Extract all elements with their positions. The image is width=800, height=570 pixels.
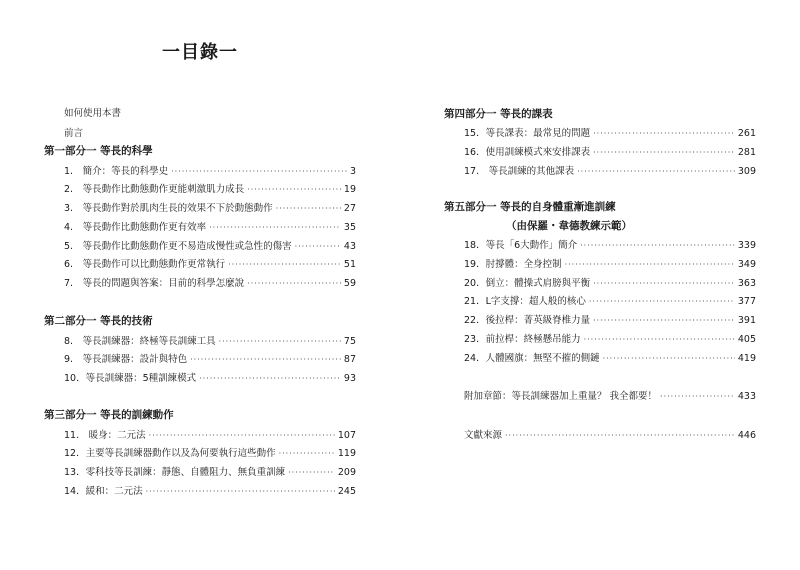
toc-entry-label: 附加章節：等長訓練器加上重量？ 我全都要！	[464, 391, 658, 402]
toc-entry-page: 339	[737, 240, 756, 251]
dot-leader	[295, 242, 341, 251]
toc-entry-page: 261	[737, 128, 756, 139]
toc-entry-label: 4. 等長動作比動態動作更有效率	[64, 222, 207, 233]
dot-leader	[593, 279, 735, 288]
toc-entry-page: 433	[737, 391, 756, 402]
dot-leader	[593, 129, 735, 138]
toc-entry-label: 8. 等長訓練器：終極等長訓練工具	[64, 336, 216, 347]
toc-entry[interactable]	[64, 219, 356, 233]
toc-entry-label: 13．零科技等長訓練：靜態、自體阻力、無負重訓練	[64, 467, 286, 478]
toc-entry-page: 446	[737, 430, 756, 441]
dot-leader	[146, 487, 335, 496]
toc-entry-label: 12．主要等長訓練器動作以及為何要執行這些動作	[64, 448, 276, 459]
toc-entry[interactable]	[64, 483, 356, 497]
toc-part-subheading: （由保羅・韋德教練示範）	[506, 220, 632, 232]
dot-leader	[247, 185, 341, 194]
toc-entry[interactable]	[64, 370, 356, 384]
dot-leader	[603, 354, 735, 363]
toc-entry-page: 35	[343, 222, 356, 233]
toc-entry-label: 文獻來源	[464, 430, 503, 441]
toc-entry[interactable]	[464, 275, 756, 289]
toc-entry-label: 18．等長「6大動作」簡介	[464, 240, 578, 251]
toc-entry-label: 17. 等長訓練的其他課表	[464, 166, 575, 177]
dot-leader	[219, 337, 341, 346]
toc-entry[interactable]	[64, 256, 356, 270]
toc-entry-page: 363	[737, 278, 756, 289]
toc-entry-label: 1. 簡介：等長的科學史	[64, 166, 169, 177]
toc-entry-page: 51	[343, 259, 356, 270]
toc-entry[interactable]	[464, 163, 756, 177]
toc-entry[interactable]	[64, 163, 356, 177]
toc-part-heading: 第二部分一 等長的技術	[44, 315, 153, 327]
toc-entry-page: 75	[343, 336, 356, 347]
toc-entry[interactable]	[64, 181, 356, 195]
dot-leader	[565, 260, 735, 269]
toc-entry-page: 309	[737, 166, 756, 177]
toc-entry-label: 21．L字支撐：超人般的核心	[464, 296, 586, 307]
toc-entry-page: 405	[737, 334, 756, 345]
toc-entry[interactable]	[464, 144, 756, 158]
toc-entry-page: 107	[337, 430, 356, 441]
dot-leader	[190, 355, 341, 364]
toc-entry[interactable]	[64, 464, 356, 478]
dot-leader	[209, 223, 341, 232]
toc-appendix-entry[interactable]	[464, 388, 756, 402]
toc-entry[interactable]	[64, 275, 356, 289]
toc-entry-label: 16．使用訓練模式來安排課表	[464, 147, 591, 158]
toc-entry-label: 7. 等長的問題與答案：目前的科學怎麼說	[64, 278, 245, 289]
toc-entry[interactable]	[64, 200, 356, 214]
dot-leader	[276, 204, 341, 213]
toc-entry-page: 19	[343, 184, 356, 195]
dot-leader	[589, 297, 735, 306]
dot-leader	[199, 374, 341, 383]
toc-entry-label: 14．緩和：二元法	[64, 486, 143, 497]
dot-leader	[279, 449, 335, 458]
toc-part-heading: 第三部分一 等長的訓練動作	[44, 409, 174, 421]
toc-entry[interactable]	[464, 331, 756, 345]
toc-entry-label: 2. 等長動作比動態動作更能刺激肌力成長	[64, 184, 245, 195]
toc-entry-page: 59	[343, 278, 356, 289]
toc-part-heading: 第四部分一 等長的課表	[444, 108, 553, 120]
dot-leader	[505, 431, 735, 440]
toc-entry-label: 3. 等長動作對於肌肉生長的效果不下於動態動作	[64, 203, 273, 214]
toc-references-entry[interactable]	[464, 427, 756, 441]
toc-entry-label: 20．倒立：體操式肩膀與平衡	[464, 278, 591, 289]
toc-entry-label: 5. 等長動作比動態動作更不易造成慢性或急性的傷害	[64, 241, 292, 252]
toc-entry[interactable]	[464, 125, 756, 139]
toc-entry-page: 281	[737, 147, 756, 158]
toc-entry-label: 24．人體國旗：無堅不摧的側鏈	[464, 353, 600, 364]
toc-intro-preface[interactable]: 前言	[64, 128, 84, 139]
toc-entry-label: 10．等長訓練器：5種訓練模式	[64, 373, 197, 384]
toc-entry[interactable]	[464, 350, 756, 364]
toc-entry[interactable]	[64, 351, 356, 365]
dot-leader	[149, 431, 335, 440]
dot-leader	[580, 241, 735, 250]
toc-entry-page: 377	[737, 296, 756, 307]
toc-intro-how-to-use[interactable]: 如何使用本書	[64, 108, 122, 119]
dot-leader	[593, 148, 735, 157]
toc-entry-page: 27	[343, 203, 356, 214]
toc-entry-page: 87	[343, 354, 356, 365]
toc-entry-label: 6. 等長動作可以比動態動作更常執行	[64, 259, 226, 270]
toc-entry[interactable]	[464, 293, 756, 307]
toc-entry-page: 419	[737, 353, 756, 364]
toc-entry-page: 43	[343, 241, 356, 252]
toc-entry[interactable]	[464, 256, 756, 270]
toc-entry-page: 3	[349, 166, 356, 177]
toc-entry-label: 11. 暖身：二元法	[64, 430, 146, 441]
toc-entry[interactable]	[64, 427, 356, 441]
toc-entry-label: 23．前拉桿：終極懸吊能力	[464, 334, 581, 345]
toc-entry-label: 22．後拉桿：菁英級脊椎力量	[464, 315, 591, 326]
toc-entry-page: 391	[737, 315, 756, 326]
toc-entry[interactable]	[464, 237, 756, 251]
dot-leader	[660, 392, 735, 401]
dot-leader	[171, 167, 347, 176]
dot-leader	[228, 260, 341, 269]
toc-entry[interactable]	[64, 333, 356, 347]
dot-leader	[577, 167, 735, 176]
toc-entry-page: 245	[337, 486, 356, 497]
dot-leader	[247, 279, 341, 288]
toc-part-heading: 第一部分一 等長的科學	[44, 145, 153, 157]
toc-entry-label: 19．肘撐體：全身控制	[464, 259, 562, 270]
dot-leader	[288, 468, 335, 477]
toc-entry-label: 15．等長課表：最常見的問題	[464, 128, 591, 139]
toc-entry-page: 119	[337, 448, 356, 459]
toc-entry-page: 209	[337, 467, 356, 478]
dot-leader	[584, 335, 735, 344]
toc-entry[interactable]	[464, 312, 756, 326]
toc-entry-page: 93	[343, 373, 356, 384]
dot-leader	[593, 316, 735, 325]
toc-title: 一目錄一	[162, 42, 238, 63]
toc-entry[interactable]	[64, 238, 356, 252]
toc-entry-label: 9. 等長訓練器：設計與特色	[64, 354, 188, 365]
toc-entry-page: 349	[737, 259, 756, 270]
toc-entry[interactable]	[64, 445, 356, 459]
toc-part-heading: 第五部分一 等長的自身體重漸進訓練	[444, 201, 616, 213]
